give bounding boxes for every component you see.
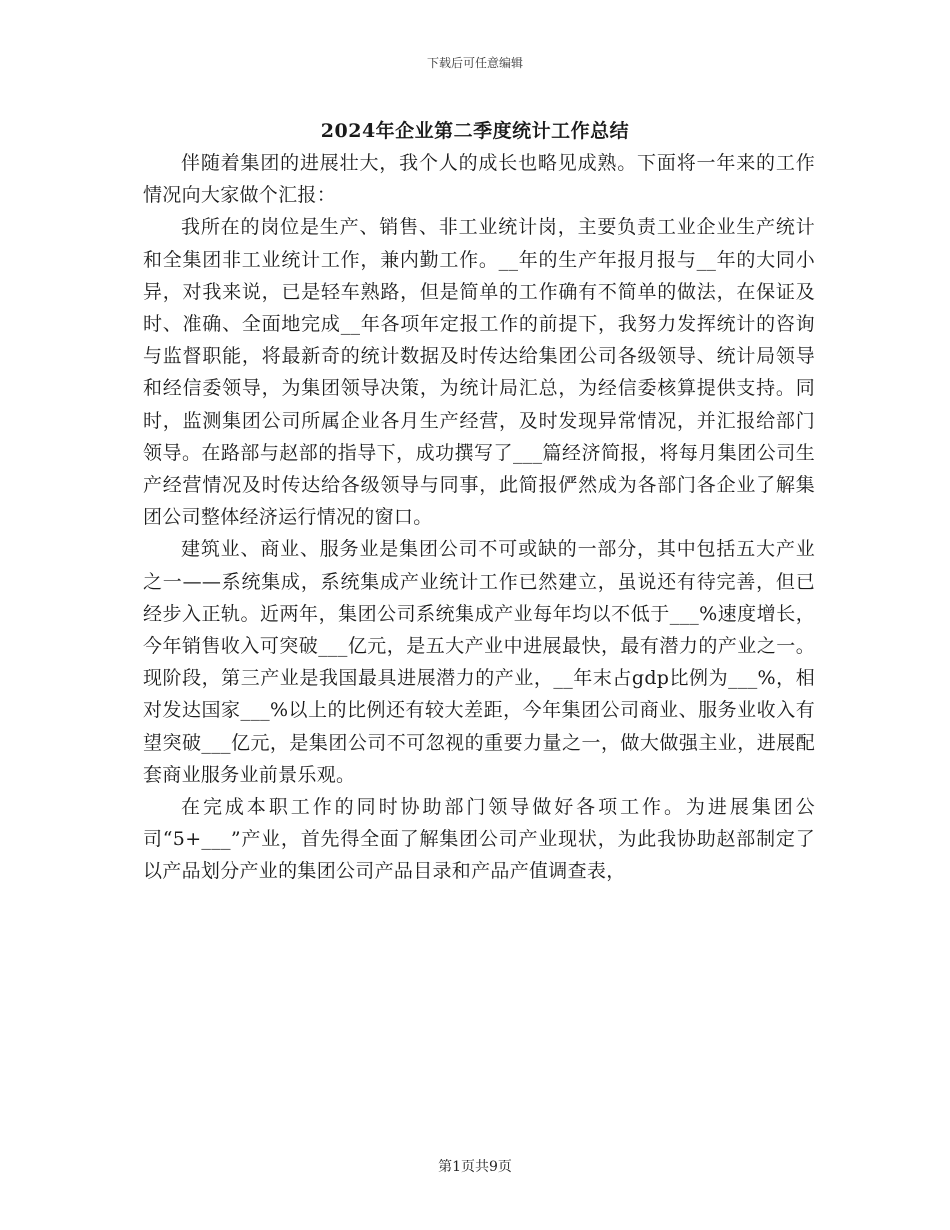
paragraph-position: 我所在的岗位是生产、销售、非工业统计岗，主要负责工业企业生产统计和全集团非工业统计工作，兼内勤工作。__年的生产年报月报与__年的大同小异，对我来说，已是轻车熟路，但是简单的工作确有不简单的做法，在保证及时、准确、全面地完成__年各项年定报工作的前提下，我努力发挥统计的咨询与监督职能，将最新奇的统计数据及时传达给集团公司各级领导、统计局领导和经信委领导，为集团领导决策，为统计局汇总，为经信委核算提供支持。同时，监测集团公司所属企业各月生产经营，及时发现异常情况，并汇报给部门领导。在路部与赵部的指导下，成功撰写了___篇经济简报，将每月集团公司生产经营情况及时传达给各级领导与同事，此简报俨然成为各部门各企业了解集团公司整体经济运行情况的窗口。 [143, 216, 815, 529]
document-body [143, 147, 815, 888]
header-note: 下载后可任意编辑 [426, 56, 523, 70]
page-number: 第1页共9页 [438, 1159, 512, 1175]
paragraph-industry: 建筑业、商业、服务业是集团公司不可或缺的一部分，其中包括五大产业之一——系统集成，系统集成产业统计工作已然建立，虽说还有待完善，但已经步入正轨。近两年，集团公司系统集成产业每年均以不低于___%速度增长，今年销售收入可突破___亿元，是五大产业中进展最快，最有潜力的产业之一。现阶段，第三产业是我国最具进展潜力的产业，__年末占gdp比例为___%，相对发达国家___%以上的比例还有较大差距，今年集团公司商业、服务业收入有望突破___亿元，是集团公司不可忽视的重要力量之一，做大做强主业，进展配套商业服务业前景乐观。 [143, 538, 815, 786]
paragraph-assist: 在完成本职工作的同时协助部门领导做好各项工作。为进展集团公司“5+___”产业，首先得全面了解集团公司产业现状，为此我协助赵部制定了以产品划分产业的集团公司产品目录和产品产值调查表， [143, 796, 815, 883]
paragraph-intro: 伴随着集团的进展壮大，我个人的成长也略见成熟。下面将一年来的工作情况向大家做个汇报： [143, 152, 815, 207]
document-title: 2024年企业第二季度统计工作总结 [320, 120, 630, 142]
